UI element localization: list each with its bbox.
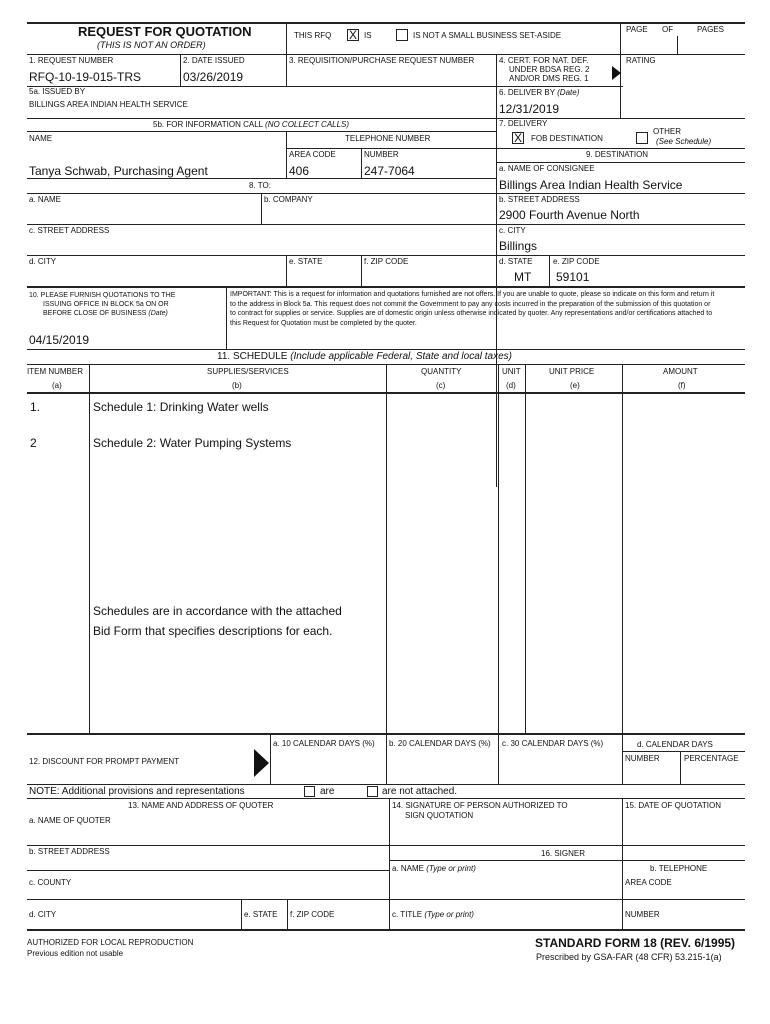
pages-label: PAGES [697,25,724,34]
col-supplies-sub: (b) [232,381,242,390]
divider [27,733,745,735]
divider [622,751,745,752]
cert-line1: 4. CERT. FOR NAT. DEF. [499,56,589,65]
divider [27,54,745,55]
quoter-zip-label: f. ZIP CODE [290,910,335,919]
divider [27,131,496,132]
signature-label-line1: 14. SIGNATURE OF PERSON AUTHORIZED TO [392,801,568,810]
signer-title-label-text: c. TITLE [392,910,423,919]
to-street-label: c. STREET ADDRESS [29,226,110,235]
table-row-item: 1. [30,400,41,414]
deliver-by-label-text: 6. DELIVER BY [499,88,555,97]
discount-calendar-days: d. CALENDAR DAYS [637,740,713,749]
divider [89,364,90,734]
are-not-label: are not attached. [382,786,458,797]
schedule-title [217,352,512,362]
divider [677,36,678,55]
col-amount: AMOUNT [663,367,698,376]
to-name-label: a. NAME [29,195,62,204]
col-supplies: SUPPLIES/SERVICES [207,367,289,376]
divider [286,148,496,149]
divider [27,86,623,87]
signature-label-line2: SIGN QUOTATION [405,811,474,820]
divider [286,131,287,178]
quote-due-line3 [43,310,168,317]
discount-number: NUMBER [625,754,660,763]
bottom-border [27,929,745,931]
phone-number-value[interactable]: 247-7064 [364,164,415,178]
divider [286,255,287,286]
state-value[interactable]: MT [514,270,532,284]
requisition-label: 3. REQUISITION/PURCHASE REQUEST NUMBER [289,56,475,65]
divider [496,193,745,194]
schedule-title-text: 11. SCHEDULE [217,351,288,362]
are-checkbox[interactable] [304,786,315,797]
arrow-right-icon [612,66,621,80]
request-number-label: 1. REQUEST NUMBER [29,56,114,65]
area-code-label: AREA CODE [289,150,336,159]
other-label: OTHER [653,127,681,136]
signer-area-code-label: AREA CODE [625,878,672,887]
deliver-by-label-suffix: (Date) [557,88,580,97]
divider [622,798,623,930]
divider [286,54,287,86]
zip-value[interactable]: 59101 [556,270,590,284]
cert-line2: UNDER BDSA REG. 2 [509,65,590,74]
divider [496,148,745,149]
to-label: 8. TO: [249,181,271,190]
discount-label: 12. DISCOUNT FOR PROMPT PAYMENT [29,757,180,766]
other-suffix: (See Schedule) [656,137,712,146]
divider [287,899,288,930]
divider [361,255,362,286]
cert-line3: AND/OR DMS REG. 1 [509,74,589,83]
divider [525,364,526,734]
info-call-label [153,121,349,129]
divider [27,845,745,846]
divider [27,118,745,119]
divider [27,798,745,799]
delivery-label: 7. DELIVERY [499,119,548,128]
arrow-right-icon [254,749,269,777]
request-number-value[interactable]: RFQ-10-19-015-TRS [29,70,142,84]
discount-20-days: b. 20 CALENDAR DAYS (%) [389,739,491,748]
divider [27,349,745,350]
date-issued-label: 2. DATE ISSUED [183,56,245,65]
note-text: NOTE: Additional provisions and representations [29,786,245,797]
col-unit-price-sub: (e) [570,381,580,390]
consignee-label: a. NAME OF CONSIGNEE [499,164,595,173]
divider [496,162,745,163]
col-unit-sub: (d) [506,381,516,390]
destination-label: 9. DESTINATION [586,150,649,159]
divider [226,287,227,350]
divider [680,751,681,784]
is-label: IS [364,31,372,40]
discount-10-days: a. 10 CALENDAR DAYS (%) [273,739,375,748]
form-subtitle: (THIS IS NOT AN ORDER) [97,40,206,50]
divider [622,364,623,784]
this-rfq-label: THIS RFQ [294,31,332,40]
zip-label: e. ZIP CODE [553,257,600,266]
page-label: PAGE [626,25,648,34]
divider [27,870,389,871]
city-label: c. CITY [499,226,526,235]
quoter-county-label: c. COUNTY [29,878,72,887]
table-row-desc: Schedule 2: Water Pumping Systems [93,436,292,450]
date-issued-value[interactable]: 03/26/2019 [183,70,244,84]
quoter-city-label: d. CITY [29,910,57,919]
street-label: b. STREET ADDRESS [499,195,580,204]
rating-label: RATING [626,56,656,65]
col-quantity: QUANTITY [421,367,462,376]
important-notice: IMPORTANT: This is a request for information and quotations furnished are not offers. If you are unable to quote, please so indicate on this form and return it to the address in Block 5a. This request does not commit the Government to pay any costs incurred in the preparation of the submission of this quotation or to contract for supplies or service. Supplies are of domestic origin unless otherwise indicated by quoter. Any representations and/or certifications attached to this Request for Quotation must be completed by the quoter. [230,291,715,327]
signer-name-label-suffix: (Type or print) [426,864,476,873]
divider [180,54,181,86]
other-checkbox[interactable] [636,132,648,144]
consignee-value[interactable]: Billings Area Indian Health Service [499,178,683,192]
signer-name-label [392,865,476,873]
state-label: d. STATE [499,257,533,266]
is-not-checkbox[interactable] [396,29,408,41]
of-label: OF [662,25,674,34]
deliver-by-label [499,89,579,97]
are-label: are [320,786,335,797]
divider [241,899,242,930]
issued-by-value[interactable]: BILLINGS AREA INDIAN HEALTH SERVICE [29,100,188,109]
telephone-label: TELEPHONE NUMBER [345,134,431,143]
fob-destination-label: FOB DESTINATION [531,134,603,143]
discount-percentage: PERCENTAGE [684,754,739,763]
signer-name-label-text: a. NAME [392,864,425,873]
signer-phone-label: b. TELEPHONE [650,864,708,873]
to-zip-label: f. ZIP CODE [364,257,409,266]
is-not-label: IS NOT A SMALL BUSINESS SET-ASIDE [413,31,562,40]
deliver-by-value[interactable]: 12/31/2019 [499,102,560,116]
quote-due-value[interactable]: 04/15/2019 [29,333,90,347]
divider [270,734,271,784]
col-quantity-sub: (c) [436,381,446,390]
quoter-street-label: b. STREET ADDRESS [29,847,110,856]
col-unit-price: UNIT PRICE [549,367,595,376]
quoter-name-label: a. NAME OF QUOTER [29,816,111,825]
quote-due-line3-suffix: (Date) [148,310,168,317]
fob-destination-checkbox[interactable]: X [513,131,522,145]
divider [27,899,389,900]
signer-number-label: NUMBER [625,910,660,919]
divider [389,899,745,900]
table-row-desc: Schedule 1: Drinking Water wells [93,400,269,414]
divider [27,784,745,785]
col-amount-sub: (f) [678,381,686,390]
quoter-state-label: e. STATE [244,910,278,919]
divider [286,22,287,55]
info-call-label-suffix: (NO COLLECT CALLS) [265,120,350,129]
discount-30-days: c. 30 CALENDAR DAYS (%) [502,739,604,748]
divider [498,364,499,784]
issued-by-label: 5a. ISSUED BY [29,87,86,96]
col-item-number-sub: (a) [52,381,62,390]
name-label: NAME [29,134,53,143]
divider [549,255,550,286]
street-value[interactable]: 2900 Fourth Avenue North [499,208,640,222]
city-value[interactable]: Billings [499,239,538,253]
quoter-section-label: 13. NAME AND ADDRESS OF QUOTER [128,801,274,810]
is-checkbox[interactable]: X [348,28,357,42]
signer-title-label-suffix: (Type or print) [424,910,474,919]
divider [261,193,262,224]
schedule-note-line1: Schedules are in accordance with the attached [93,604,342,618]
divider [27,286,745,288]
divider [389,860,745,861]
signer-label: 16. SIGNER [541,849,586,858]
quote-due-line3-text: BEFORE CLOSE OF BUSINESS [43,310,147,317]
schedule-title-suffix: (Include applicable Federal, State and local taxes) [290,351,512,362]
divider [386,364,387,784]
divider [389,798,390,930]
divider [27,255,745,256]
signer-title-label [392,911,474,919]
divider [361,148,362,178]
to-state-label: e. STATE [289,257,323,266]
col-unit: UNIT [502,367,521,376]
footer-prescribed: Prescribed by GSA-FAR (48 CFR) 53.215-1(a) [536,952,722,962]
number-label: NUMBER [364,150,399,159]
quote-due-line2: ISSUING OFFICE IN BLOCK 5a ON OR [43,301,169,308]
are-not-checkbox[interactable] [367,786,378,797]
divider [27,178,496,179]
quote-due-line1: 10. PLEASE FURNISH QUOTATIONS TO THE [29,292,176,299]
footer-edition: Previous edition not usable [27,949,124,958]
to-city-label: d. CITY [29,257,57,266]
info-call-label-text: 5b. FOR INFORMATION CALL [153,120,263,129]
divider [27,224,745,225]
date-of-quotation-label: 15. DATE OF QUOTATION [625,801,722,810]
col-item-number: ITEM NUMBER [27,367,83,376]
contact-name-value[interactable]: Tanya Schwab, Purchasing Agent [29,164,208,178]
footer-reproduction: AUTHORIZED FOR LOCAL REPRODUCTION [27,938,194,947]
schedule-note-line2: Bid Form that specifies descriptions for each. [93,624,333,638]
area-code-value[interactable]: 406 [289,164,310,178]
footer-form-name: STANDARD FORM 18 (REV. 6/1995) [535,936,736,950]
to-company-label: b. COMPANY [264,195,313,204]
table-row-item: 2 [30,436,37,450]
form-title: REQUEST FOR QUOTATION [78,24,252,39]
